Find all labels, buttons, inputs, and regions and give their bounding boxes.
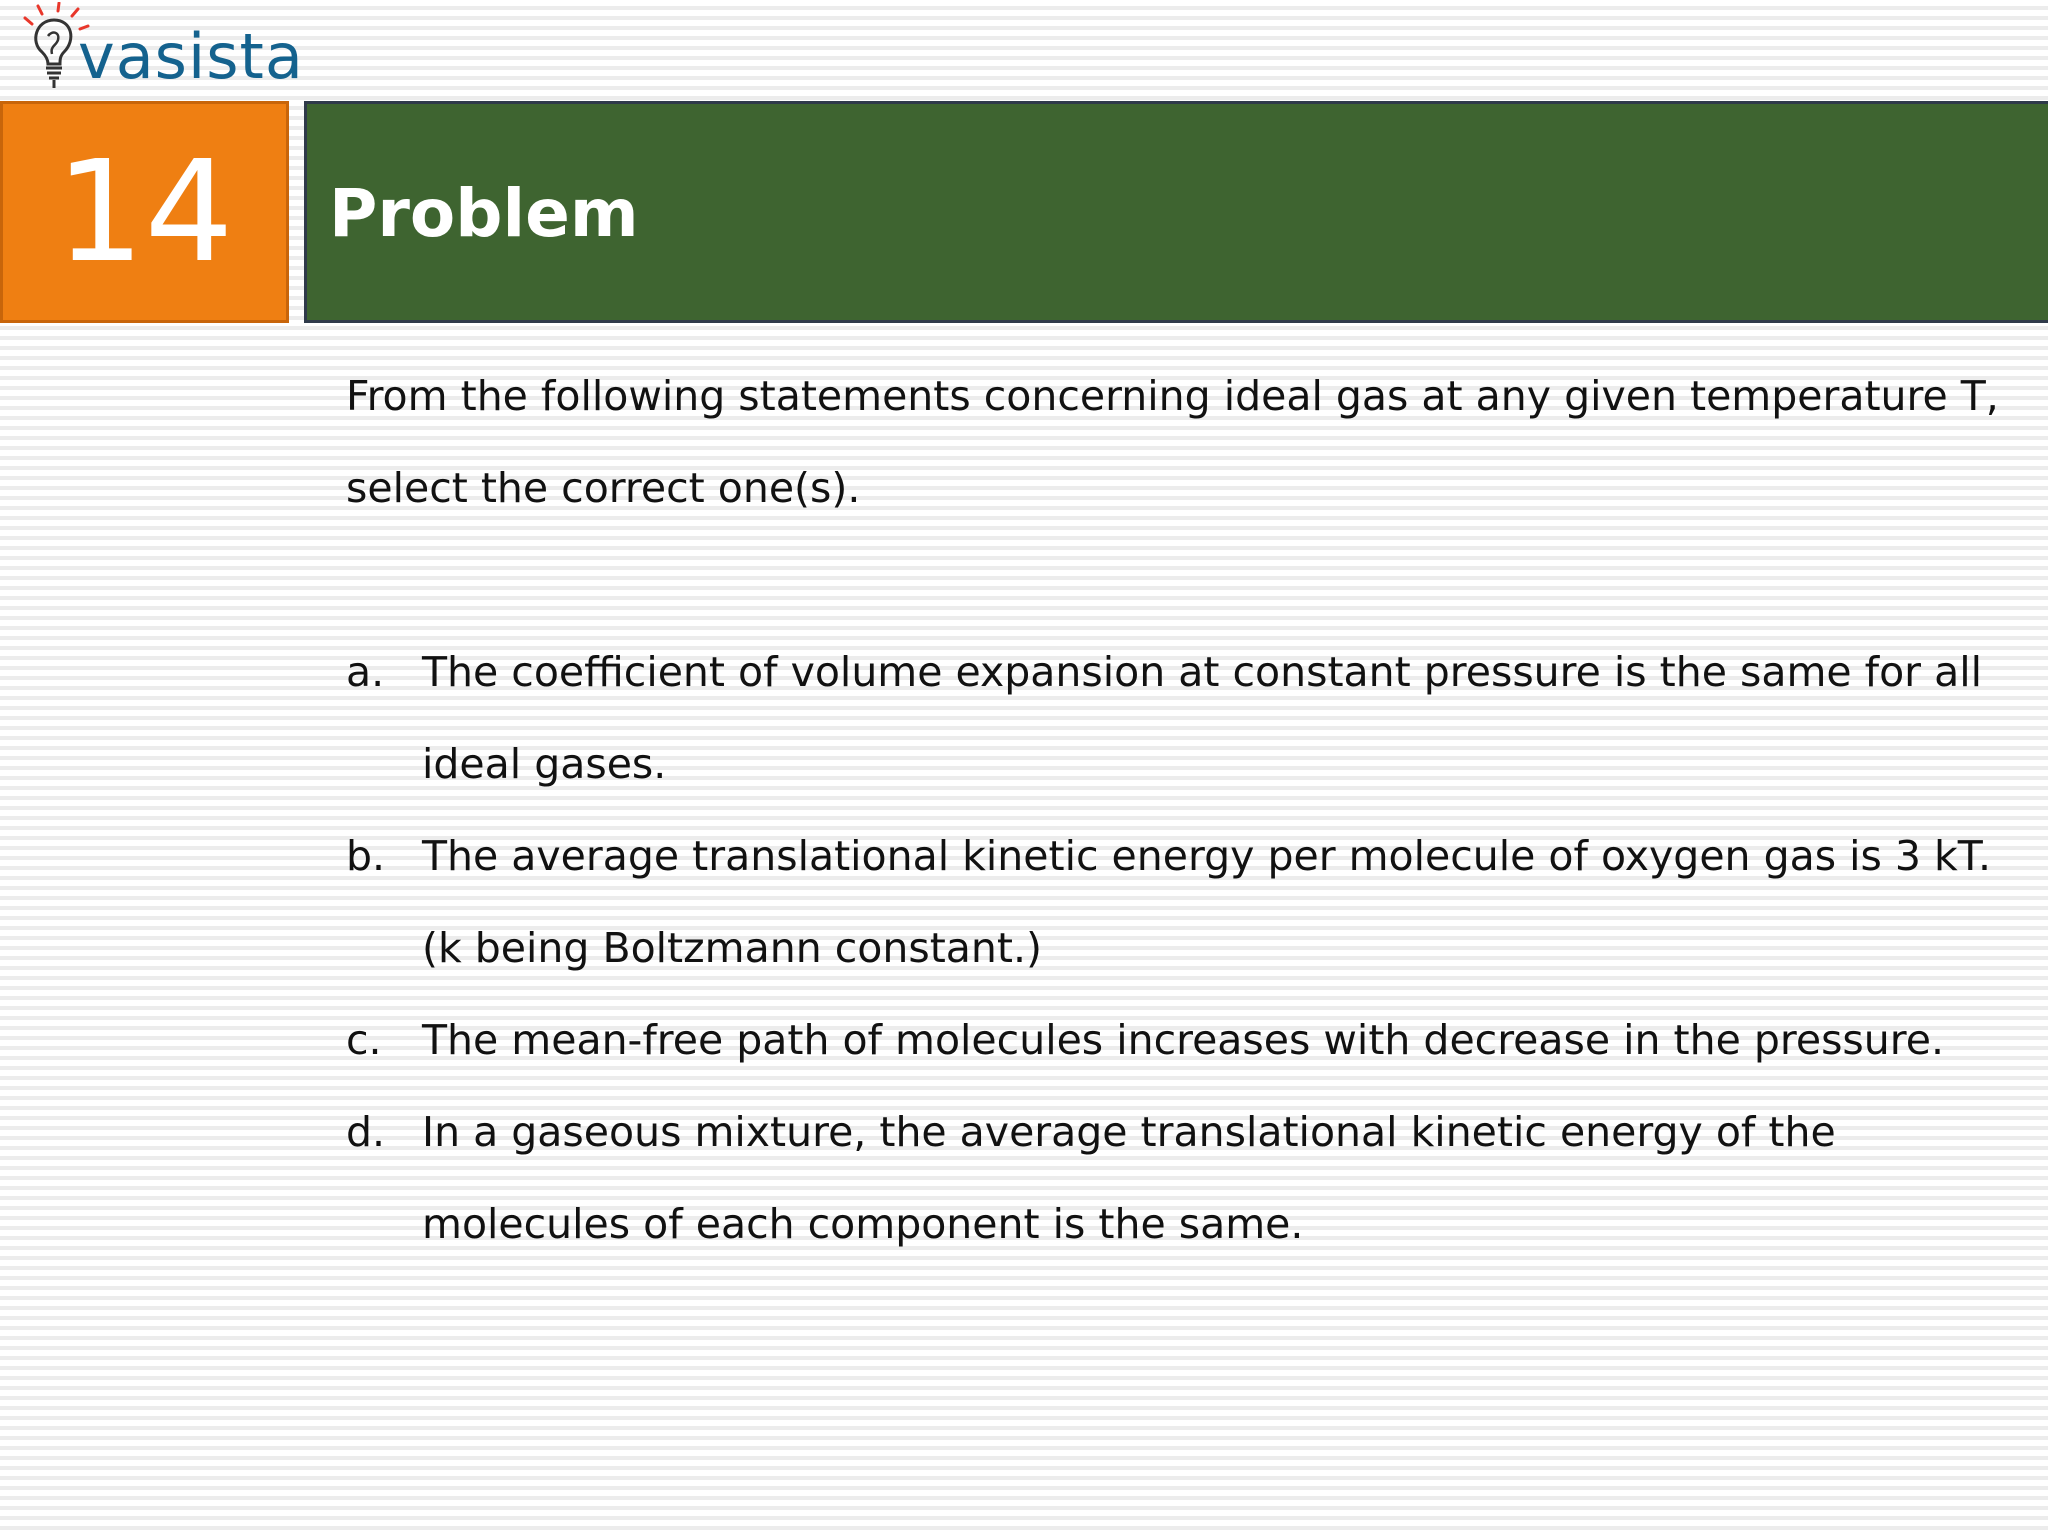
- slide-number-box: [0, 101, 289, 323]
- option-text: The mean-free path of molecules increases with decrease in the pressure.: [422, 1016, 1944, 1064]
- logo-text: vasista: [78, 20, 304, 93]
- option-letter: d.: [346, 1108, 386, 1156]
- option-d: [346, 1086, 2026, 1270]
- option-letter: b.: [346, 832, 386, 880]
- option-letter: a.: [346, 648, 385, 696]
- slide-title: Problem: [329, 175, 639, 252]
- title-bar: [304, 101, 2048, 323]
- option-text: The coefficient of volume expansion at constant pressure is the same for all ideal gases.: [422, 648, 1982, 788]
- question-content: [346, 350, 2026, 1270]
- option-b: [346, 810, 2026, 994]
- slide-number: 14: [55, 131, 234, 294]
- option-text: The average translational kinetic energy per molecule of oxygen gas is 3 kT.(k being Boltzmann constant.): [422, 832, 1991, 972]
- options-list: [346, 626, 2026, 1270]
- option-text: In a gaseous mixture, the average translational kinetic energy of the molecules of each component is the same.: [422, 1108, 1836, 1248]
- question-intro: From the following statements concerning ideal gas at any given temperature T, select the correct one(s).: [346, 372, 1999, 512]
- vasista-logo: [22, 0, 322, 100]
- option-letter: c.: [346, 1016, 382, 1064]
- option-c: [346, 994, 2026, 1086]
- option-a: [346, 626, 2026, 810]
